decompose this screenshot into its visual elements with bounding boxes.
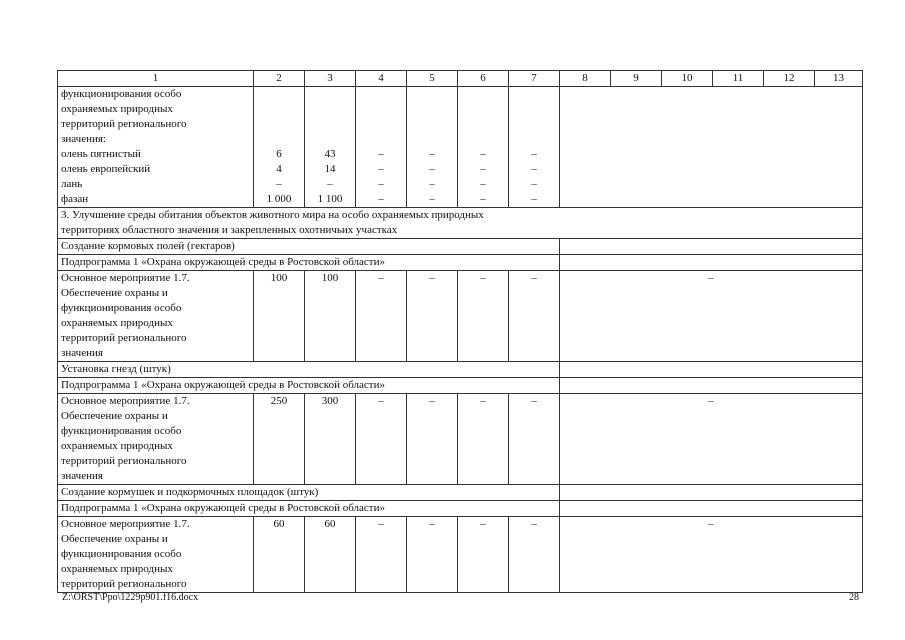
value-cell-col4: – – – – (356, 87, 407, 208)
footer-file-path: Z:\ORST\Ppo\1229p901.f16.docx (62, 592, 199, 603)
empty-right-cell (560, 485, 863, 501)
col-header-1: 1 (58, 71, 254, 87)
col-header-2: 2 (254, 71, 305, 87)
data-table (57, 70, 863, 593)
value-cell-col7: – – – – (509, 87, 560, 208)
value-cell-col3: 43 14 – 1 100 (305, 87, 356, 208)
col-header-9: 9 (611, 71, 662, 87)
group-title: Создание кормушек и подкормочных площадок (штук) (58, 485, 560, 501)
merged-value-cell: – (560, 517, 863, 593)
col-header-11: 11 (713, 71, 764, 87)
value-cell: 100 (254, 271, 305, 362)
value-cell: – (509, 517, 560, 593)
subprogram-title: Подпрограмма 1 «Охрана окружающей среды в Ростовской области» (58, 378, 560, 394)
value-cell: – (407, 517, 458, 593)
page-number: 28 (849, 592, 859, 603)
value-cell: – (509, 394, 560, 485)
value-cell-col2: 6 4 – 1 000 (254, 87, 305, 208)
measure-row (58, 394, 863, 485)
subprogram-row (58, 255, 863, 271)
value-cell: – (458, 394, 509, 485)
measure-label-cell: Основное мероприятие 1.7. Обеспечение охраны и функционирования особо охраняемых природных территорий регионального значения (58, 394, 254, 485)
col-header-12: 12 (764, 71, 815, 87)
value-cell: – (509, 271, 560, 362)
value-cell-col5: – – – – (407, 87, 458, 208)
measure-label-cell: Основное мероприятие 1.7. Обеспечение охраны и функционирования особо охраняемых природных территорий регионального значения (58, 271, 254, 362)
empty-right-cell (560, 87, 863, 208)
col-header-8: 8 (560, 71, 611, 87)
label-line: олень пятнистый (61, 148, 141, 160)
section-heading-row (58, 208, 863, 239)
label-line: фазан (61, 193, 89, 205)
merged-value-cell: – (560, 271, 863, 362)
value-cell: – (458, 271, 509, 362)
col-header-4: 4 (356, 71, 407, 87)
value-cell: – (356, 517, 407, 593)
label-line: лань (61, 178, 83, 190)
label-line: территорий регионального (61, 118, 187, 130)
measure-label-cell: Основное мероприятие 1.7. Обеспечение охраны и функционирования особо охраняемых природных территорий регионального (58, 517, 254, 593)
col-header-6: 6 (458, 71, 509, 87)
value-cell-col6: – – – – (458, 87, 509, 208)
subprogram-row (58, 501, 863, 517)
col-header-13: 13 (815, 71, 863, 87)
label-line: олень европейский (61, 163, 151, 175)
subprogram-title: Подпрограмма 1 «Охрана окружающей среды в Ростовской области» (58, 255, 560, 271)
empty-right-cell (560, 378, 863, 394)
value-cell: – (407, 271, 458, 362)
label-line: значения: (61, 133, 106, 145)
group-title-row (58, 362, 863, 378)
empty-right-cell (560, 362, 863, 378)
value-cell: 60 (254, 517, 305, 593)
value-cell: 250 (254, 394, 305, 485)
value-cell: 300 (305, 394, 356, 485)
group-title-row (58, 239, 863, 255)
value-cell: – (356, 394, 407, 485)
species-label-cell (58, 87, 254, 208)
species-block-row (58, 87, 863, 208)
subprogram-title: Подпрограмма 1 «Охрана окружающей среды в Ростовской области» (58, 501, 560, 517)
measure-row (58, 271, 863, 362)
empty-right-cell (560, 239, 863, 255)
value-cell: 100 (305, 271, 356, 362)
group-title-row (58, 485, 863, 501)
merged-value-cell: – (560, 394, 863, 485)
empty-right-cell (560, 255, 863, 271)
col-header-3: 3 (305, 71, 356, 87)
col-header-5: 5 (407, 71, 458, 87)
value-cell: – (458, 517, 509, 593)
measure-row (58, 517, 863, 593)
group-title: Создание кормовых полей (гектаров) (58, 239, 560, 255)
col-header-7: 7 (509, 71, 560, 87)
subprogram-row (58, 378, 863, 394)
label-line: охраняемых природных (61, 103, 173, 115)
section-heading: 3. Улучшение среды обитания объектов животного мира на особо охраняемых природных территориях областного значения и закрепленных охотничьих участках (58, 208, 863, 239)
label-line: функционирования особо (61, 88, 182, 100)
col-header-10: 10 (662, 71, 713, 87)
empty-right-cell (560, 501, 863, 517)
group-title: Установка гнезд (штук) (58, 362, 560, 378)
value-cell: 60 (305, 517, 356, 593)
value-cell: – (407, 394, 458, 485)
value-cell: – (356, 271, 407, 362)
header-row (58, 71, 863, 87)
